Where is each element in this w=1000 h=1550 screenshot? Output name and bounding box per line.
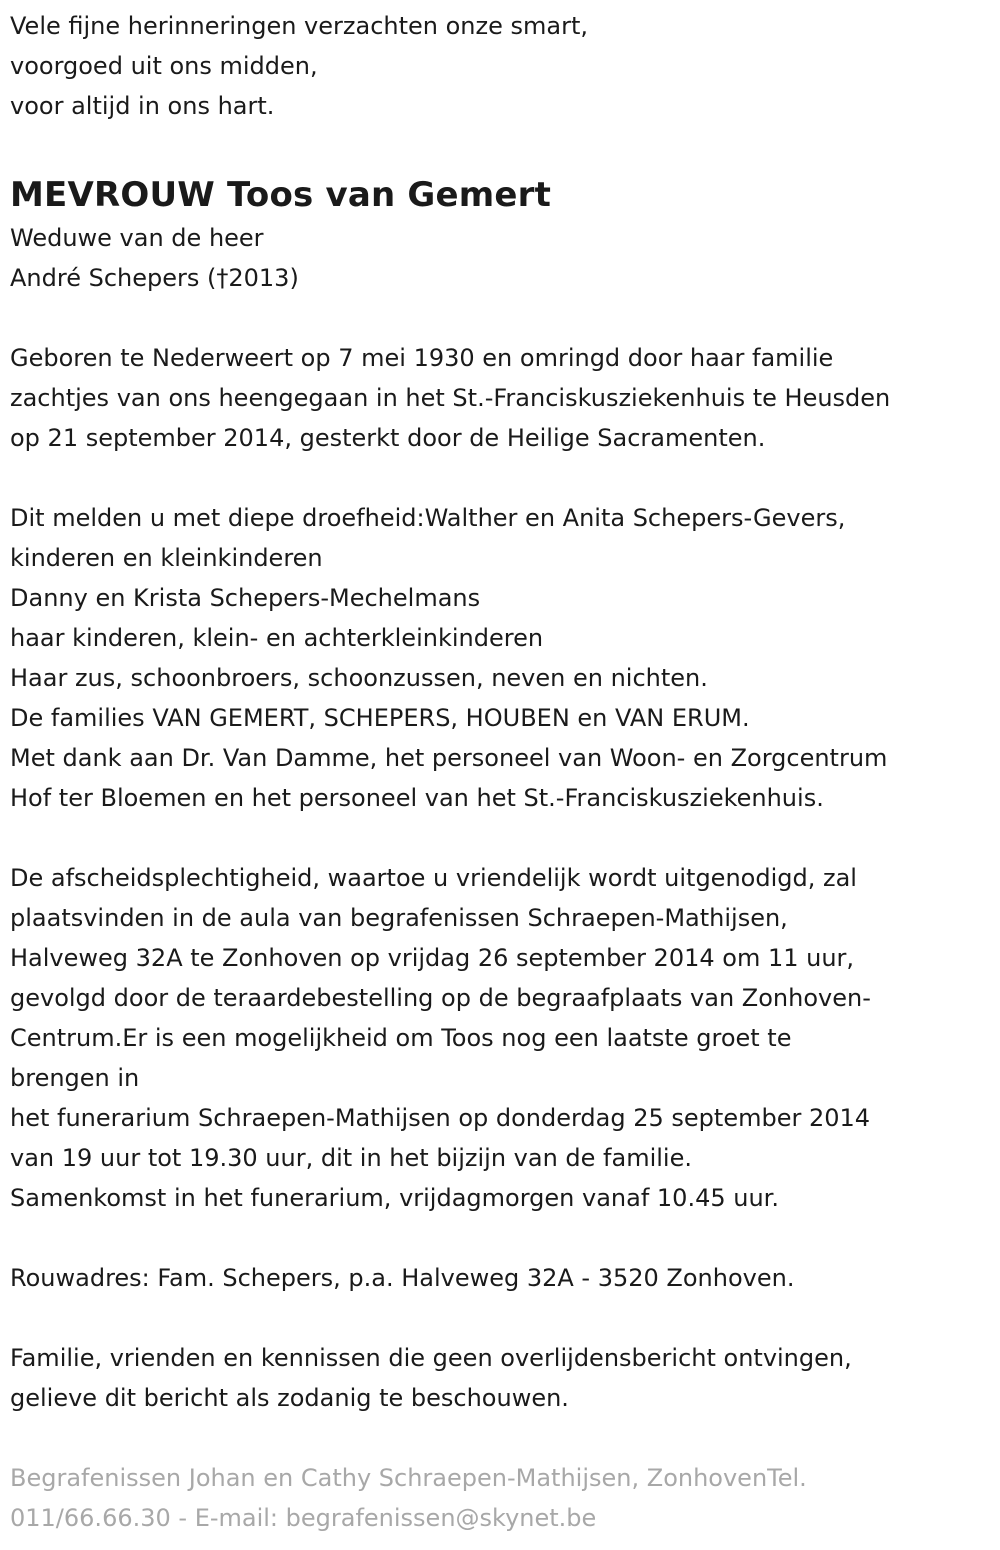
paragraph-line: kinderen en kleinkinderen bbox=[10, 544, 323, 572]
spacer bbox=[10, 1418, 990, 1458]
paragraph-line: gelieve dit bericht als zodanig te beschouwen. bbox=[10, 1384, 569, 1412]
paragraph-line: Met dank aan Dr. Van Damme, het personeel van Woon- en Zorgcentrum bbox=[10, 744, 888, 772]
notice-paragraph bbox=[10, 1338, 990, 1418]
paragraph-line: plaatsvinden in de aula van begrafenissen Schraepen-Mathijsen, bbox=[10, 904, 788, 932]
paragraph-line: Hof ter Bloemen en het personeel van het St.-Franciskusziekenhuis. bbox=[10, 784, 824, 812]
paragraph-line: gevolgd door de teraardebestelling op de begraafplaats van Zonhoven- bbox=[10, 984, 871, 1012]
footer-line: 011/66.66.30 - E-mail: begrafenissen@skynet.be bbox=[10, 1504, 597, 1532]
paragraph-line: Familie, vrienden en kennissen die geen overlijdensbericht ontvingen, bbox=[10, 1344, 852, 1372]
paragraph-line: op 21 september 2014, gesterkt door de Heilige Sacramenten. bbox=[10, 424, 766, 452]
paragraph-line: Geboren te Nederweert op 7 mei 1930 en omringd door haar familie bbox=[10, 344, 834, 372]
birth-death-paragraph bbox=[10, 338, 990, 458]
deceased-name: MEVROUW Toos van Gemert bbox=[10, 175, 552, 215]
paragraph-line: haar kinderen, klein- en achterkleinkinderen bbox=[10, 624, 544, 652]
verse-line: Vele fijne herinneringen verzachten onze smart, bbox=[10, 12, 589, 40]
paragraph-line: het funerarium Schraepen-Mathijsen op donderdag 25 september 2014 bbox=[10, 1104, 871, 1132]
paragraph-line: Danny en Krista Schepers-Mechelmans bbox=[10, 584, 481, 612]
memorial-verse bbox=[10, 0, 990, 126]
spacer bbox=[10, 818, 990, 858]
paragraph-line: brengen in bbox=[10, 1064, 140, 1092]
paragraph-line: van 19 uur tot 19.30 uur, dit in het bijzijn van de familie. bbox=[10, 1144, 692, 1172]
spouse-line: André Schepers (†2013) bbox=[10, 264, 299, 292]
paragraph-line: Dit melden u met diepe droefheid:Walther en Anita Schepers-Gevers, bbox=[10, 504, 846, 532]
spacer bbox=[10, 1218, 990, 1258]
verse-line: voorgoed uit ons midden, bbox=[10, 52, 318, 80]
mourning-address: Rouwadres: Fam. Schepers, p.a. Halveweg 32A - 3520 Zonhoven. bbox=[10, 1264, 795, 1292]
spacer bbox=[10, 1298, 990, 1338]
paragraph-line: Centrum.Er is een mogelijkheid om Toos nog een laatste groet te bbox=[10, 1024, 792, 1052]
spouse-info bbox=[10, 218, 990, 298]
spacer bbox=[10, 458, 990, 498]
spouse-line: Weduwe van de heer bbox=[10, 224, 264, 252]
ceremony-paragraph bbox=[10, 858, 990, 1218]
spacer bbox=[10, 298, 990, 338]
paragraph-line: zachtjes van ons heengegaan in het St.-Franciskusziekenhuis te Heusden bbox=[10, 384, 891, 412]
paragraph-line: De families VAN GEMERT, SCHEPERS, HOUBEN en VAN ERUM. bbox=[10, 704, 750, 732]
paragraph-line: De afscheidsplechtigheid, waartoe u vriendelijk wordt uitgenodigd, zal bbox=[10, 864, 857, 892]
paragraph-line: Samenkomst in het funerarium, vrijdagmorgen vanaf 10.45 uur. bbox=[10, 1184, 779, 1212]
verse-line: voor altijd in ons hart. bbox=[10, 92, 275, 120]
paragraph-line: Haar zus, schoonbroers, schoonzussen, neven en nichten. bbox=[10, 664, 708, 692]
footer-line: Begrafenissen Johan en Cathy Schraepen-Mathijsen, ZonhovenTel. bbox=[10, 1464, 807, 1492]
funeral-home-footer bbox=[10, 1458, 990, 1538]
paragraph-line: Halveweg 32A te Zonhoven op vrijdag 26 september 2014 om 11 uur, bbox=[10, 944, 855, 972]
announcement-paragraph bbox=[10, 498, 990, 818]
